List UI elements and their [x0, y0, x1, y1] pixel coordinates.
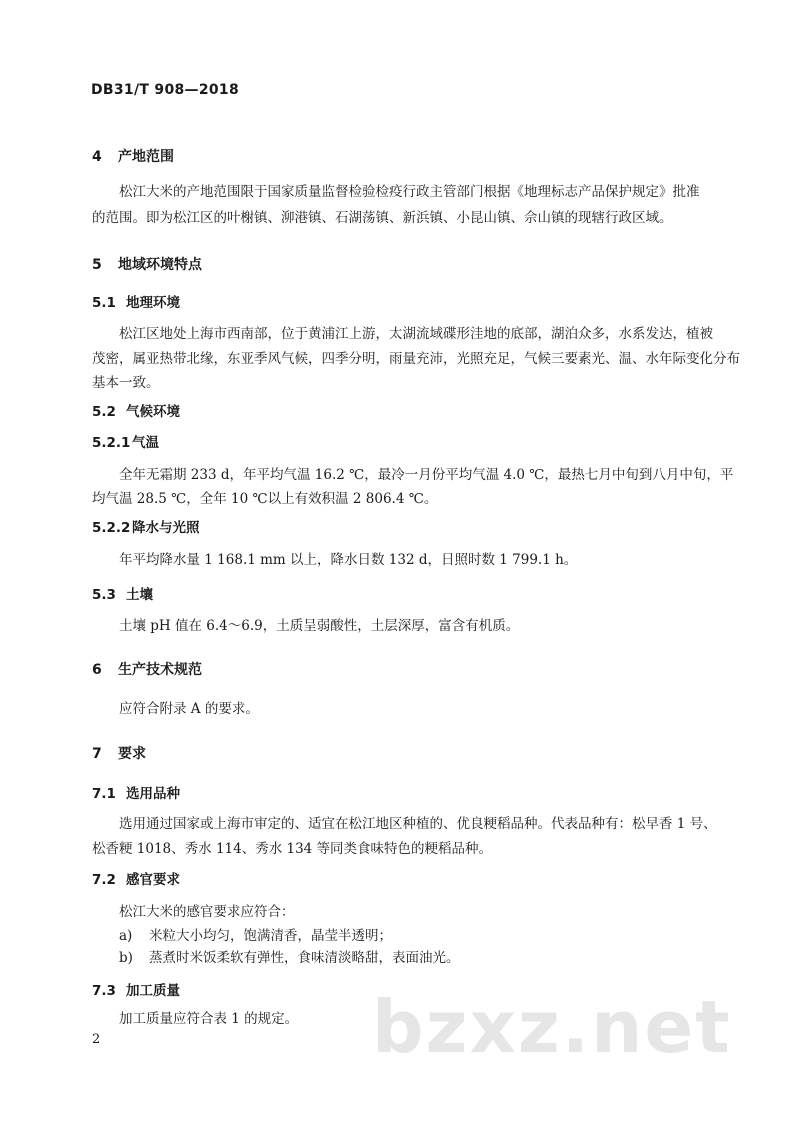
- section-5-3-heading: [92, 583, 153, 603]
- section-number: 5.1: [92, 295, 116, 311]
- section-title: 气温: [132, 435, 159, 451]
- section-5-2-2-line-1: 年平均降水量 1 168.1 mm 以上，降水日数 132 d，日照时数 1 799.1 h。: [119, 552, 578, 568]
- section-number: 5: [92, 257, 102, 273]
- section-title: 地理环境: [126, 295, 180, 311]
- list-item: [119, 924, 392, 944]
- section-title: 生产技术规范: [118, 662, 202, 678]
- section-title: 加工质量: [126, 983, 180, 999]
- section-number: 7.1: [92, 786, 116, 802]
- section-5-2-1-line-2: 均气温 28.5 ℃，全年 10 ℃以上有效积温 2 806.4 ℃。: [92, 491, 438, 507]
- section-title: 降水与光照: [132, 520, 200, 536]
- section-4-heading: [92, 146, 174, 166]
- section-title: 土壤: [126, 587, 153, 603]
- page-number: 2: [92, 1032, 101, 1047]
- section-5-3-line-1: 土壤 pH 值在 6.4～6.9，土质呈弱酸性，土层深厚，富含有机质。: [119, 618, 520, 634]
- section-5-1-heading: [92, 291, 180, 311]
- section-number: 5.2.1: [92, 435, 131, 451]
- list-item-text: 蒸煮时米饭柔软有弹性，食味清淡略甜，表面油光。: [149, 950, 460, 966]
- section-7-3-heading: [92, 979, 180, 999]
- list-item-marker: b): [119, 950, 133, 966]
- section-title: 选用品种: [126, 786, 180, 802]
- section-number: 7: [92, 746, 102, 762]
- list-item-text: 米粒大小均匀，饱满清香，晶莹半透明；: [149, 928, 392, 944]
- section-5-1-line-1: 松江区地处上海市西南部，位于黄浦江上游，太湖流域碟形洼地的底部，湖泊众多，水系发达，植被: [119, 326, 713, 342]
- document-number: DB31/T 908—2018: [91, 82, 239, 98]
- section-5-2-2-heading: [92, 516, 200, 536]
- section-5-1-line-3: 基本一致。: [92, 375, 160, 391]
- section-7-1-heading: [92, 782, 180, 802]
- section-number: 4: [92, 149, 102, 165]
- section-title: 感官要求: [126, 872, 180, 888]
- section-title: 产地范围: [118, 149, 174, 165]
- section-7-3-line-1: 加工质量应符合表 1 的规定。: [119, 1011, 299, 1027]
- section-5-2-1-heading: [92, 431, 159, 451]
- section-4-line-2: 的范围。即为松江区的叶榭镇、泖港镇、石湖荡镇、新浜镇、小昆山镇、佘山镇的现辖行政区域。: [92, 210, 673, 226]
- section-5-heading: [92, 254, 202, 274]
- section-number: 6: [92, 662, 102, 678]
- section-6-heading: [92, 659, 202, 679]
- section-number: 5.2: [92, 404, 116, 420]
- section-title: 气候环境: [126, 404, 180, 420]
- watermark: bzxz.net: [372, 985, 732, 1069]
- section-title: 地域环境特点: [118, 257, 202, 273]
- section-7-2-intro: 松江大米的感官要求应符合：: [119, 904, 295, 920]
- section-title: 要求: [118, 746, 146, 762]
- section-number: 7.2: [92, 872, 116, 888]
- section-6-line-1: 应符合附录 A 的要求。: [119, 701, 259, 717]
- section-number: 5.2.2: [92, 520, 131, 536]
- section-number: 5.3: [92, 587, 116, 603]
- section-5-2-1-line-1: 全年无霜期 233 d，年平均气温 16.2 ℃，最冷一月份平均气温 4.0 ℃，最热七月中旬到八月中旬，平: [119, 467, 734, 483]
- section-5-2-heading: [92, 400, 180, 420]
- section-7-heading: [92, 743, 146, 763]
- section-number: 7.3: [92, 983, 116, 999]
- section-7-1-line-1: 选用通过国家或上海市审定的、适宜在松江地区种植的、优良粳稻品种。代表品种有：松早香 1 号、: [119, 816, 717, 832]
- section-4-line-1: 松江大米的产地范围限于国家质量监督检验检疫行政主管部门根据《地理标志产品保护规定》批准: [119, 184, 700, 200]
- section-5-1-line-2: 茂密，属亚热带北缘，东亚季风气候，四季分明，雨量充沛，光照充足，气候三要素光、温、水年际变化分布: [92, 351, 740, 367]
- list-item-marker: a): [119, 928, 133, 944]
- section-7-2-heading: [92, 868, 180, 888]
- section-7-1-line-2: 松香粳 1018、秀水 114、秀水 134 等同类食味特色的粳稻品种。: [92, 841, 493, 857]
- list-item: [119, 946, 460, 966]
